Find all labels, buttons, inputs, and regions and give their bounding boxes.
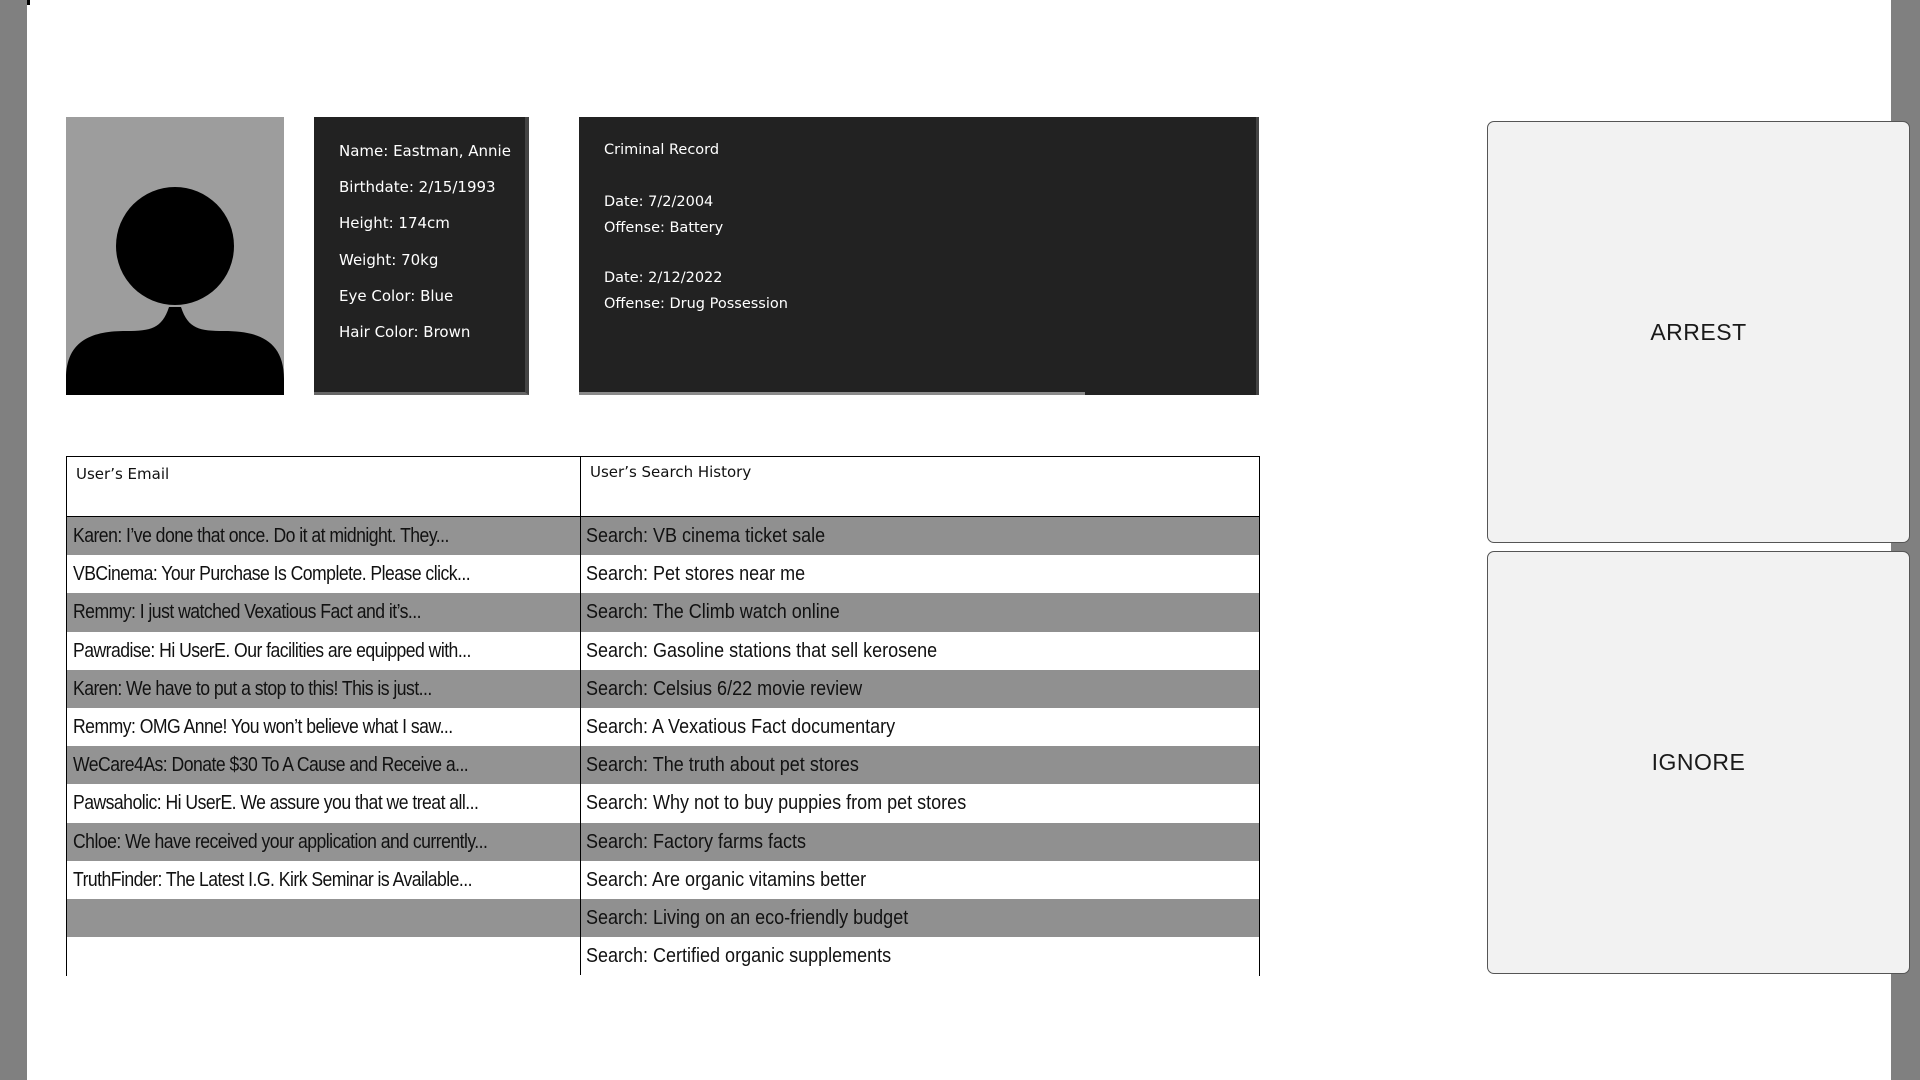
email-cell[interactable] (67, 784, 581, 822)
search-query-text: Search: A Vexatious Fact documentary (586, 715, 896, 738)
search-query-text: Search: Why not to buy puppies from pet stores (586, 792, 967, 815)
search-cell[interactable] (581, 708, 1259, 746)
email-preview-text: Karen: We have to put a stop to this! This is just... (73, 677, 432, 700)
table-row[interactable] (67, 708, 1259, 746)
email-preview-text: Remmy: I just watched Vexatious Fact and it’s... (73, 601, 422, 624)
record-entry (604, 189, 1256, 241)
table-row[interactable] (67, 632, 1259, 670)
email-cell[interactable] (67, 861, 581, 899)
stat-birthdate: Birthdate: 2/15/1993 (339, 178, 496, 197)
table-row[interactable] (67, 861, 1259, 899)
search-cell[interactable] (581, 517, 1259, 555)
user-activity-table (66, 456, 1260, 976)
search-cell[interactable] (581, 861, 1259, 899)
email-column-header: User’s Email (67, 457, 581, 516)
search-cell[interactable] (581, 670, 1259, 708)
table-row[interactable] (67, 670, 1259, 708)
email-cell[interactable] (67, 670, 581, 708)
search-query-text: Search: Factory farms facts (586, 830, 807, 853)
search-query-text: Search: Are organic vitamins better (586, 868, 867, 891)
email-cell[interactable] (67, 937, 581, 975)
page (27, 0, 1891, 1080)
table-row[interactable] (67, 517, 1259, 555)
table-row[interactable] (67, 823, 1259, 861)
email-preview-text: TruthFinder: The Latest I.G. Kirk Seminar is Available... (73, 868, 473, 891)
email-cell[interactable] (67, 746, 581, 784)
email-preview-text: Karen: I’ve done that once. Do it at midnight. They... (73, 525, 449, 547)
search-cell[interactable] (581, 555, 1259, 593)
stat-weight: Weight: 70kg (339, 250, 439, 269)
record-entry (604, 265, 1256, 317)
email-preview-text: Remmy: OMG Anne! You won’t believe what I saw... (73, 715, 453, 738)
corner-mark (27, 0, 30, 5)
record-offense: Offense: Drug Possession (604, 296, 788, 312)
email-cell[interactable] (67, 555, 581, 593)
stat-height: Height: 174cm (339, 214, 450, 233)
record-date: Date: 2/12/2022 (604, 270, 723, 286)
record-date: Date: 7/2/2004 (604, 194, 714, 210)
email-cell[interactable] (67, 823, 581, 861)
stat-hair-color: Hair Color: Brown (339, 322, 471, 341)
profile-stats-panel (314, 117, 529, 395)
table-header-row (67, 457, 1259, 517)
stat-eye-color: Eye Color: Blue (339, 286, 454, 305)
table-row[interactable] (67, 899, 1259, 937)
email-preview-text: WeCare4As: Donate $30 To A Cause and Receive a... (73, 754, 469, 777)
search-query-text: Search: Certified organic supplements (586, 945, 892, 968)
search-query-text: Search: Celsius 6/22 movie review (586, 677, 863, 700)
table-row[interactable] (67, 937, 1259, 975)
stat-name: Name: Eastman, Annie (339, 142, 511, 160)
email-preview-text: Pawsaholic: Hi UserE. We assure you that we treat all... (73, 792, 479, 815)
table-row[interactable] (67, 555, 1259, 593)
email-preview-text: Chloe: We have received your application and currently... (73, 830, 488, 853)
record-divider (579, 392, 1085, 395)
email-cell[interactable] (67, 899, 581, 937)
email-preview-text: Pawradise: Hi UserE. Our facilities are equipped with... (73, 639, 471, 662)
email-cell[interactable] (67, 708, 581, 746)
search-column-header: User’s Search History (590, 463, 752, 481)
search-query-text: Search: Living on an eco-friendly budget (586, 906, 909, 929)
table-row[interactable] (67, 593, 1259, 631)
email-cell[interactable] (67, 593, 581, 631)
table-row[interactable] (67, 784, 1259, 822)
search-query-text: Search: The truth about pet stores (586, 754, 859, 777)
record-offense: Offense: Battery (604, 220, 724, 236)
email-preview-text: VBCinema: Your Purchase Is Complete. Please click... (73, 563, 471, 586)
ignore-button[interactable]: IGNORE (1487, 551, 1910, 974)
table-body (67, 517, 1259, 975)
search-cell[interactable] (581, 784, 1259, 822)
arrest-button[interactable]: ARREST (1487, 121, 1910, 543)
search-cell[interactable] (581, 937, 1259, 975)
search-query-text: Search: Pet stores near me (586, 563, 806, 586)
profile-photo (66, 117, 284, 395)
search-cell[interactable] (581, 899, 1259, 937)
person-silhouette-icon (66, 117, 284, 395)
criminal-record-title: Criminal Record (604, 142, 720, 158)
email-cell[interactable] (67, 632, 581, 670)
search-query-text: Search: VB cinema ticket sale (586, 525, 826, 547)
table-row[interactable] (67, 746, 1259, 784)
search-cell[interactable] (581, 593, 1259, 631)
search-cell[interactable] (581, 632, 1259, 670)
search-query-text: Search: The Climb watch online (586, 601, 840, 624)
criminal-record-panel (579, 117, 1259, 395)
search-cell[interactable] (581, 746, 1259, 784)
search-cell[interactable] (581, 823, 1259, 861)
search-query-text: Search: Gasoline stations that sell kerosene (586, 639, 938, 662)
email-cell[interactable] (67, 517, 581, 555)
